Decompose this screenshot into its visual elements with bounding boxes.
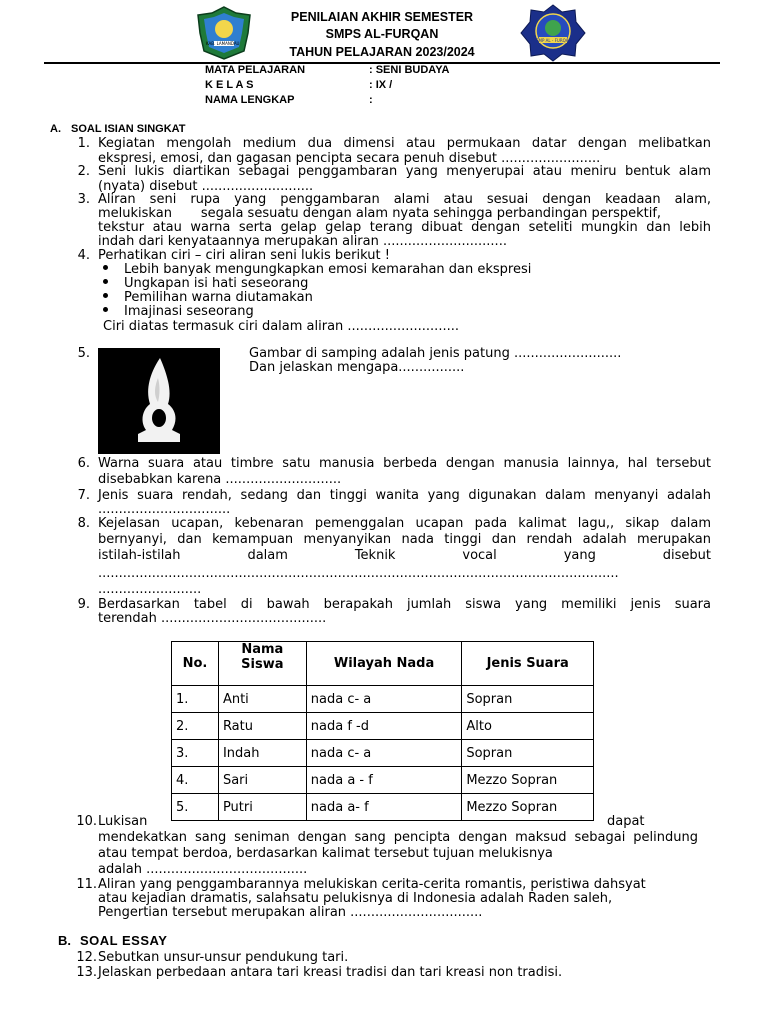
q7-line2: ................................ [98, 502, 231, 517]
q8-line4: .............................................................................................................................. [98, 566, 619, 581]
table-cell: 2. [172, 713, 219, 740]
q3-number: 3. [77, 192, 90, 207]
q8-line5: ......................... [98, 582, 202, 597]
table-header-cell: Jenis Suara [462, 642, 594, 686]
q6-line1: Warna suara atau timbre satu manusia berbeda dengan manusia lainnya, hal tersebut [98, 456, 711, 471]
q4-line2: Ciri diatas termasuk ciri dalam aliran ........................... [103, 319, 459, 334]
q7-number: 7. [77, 488, 90, 503]
q11-number: 11. [76, 877, 97, 892]
table-cell: nada a - f [306, 767, 462, 794]
q1-line1: Kegiatan mengolah medium dua dimensi atau permukaan datar dengan melibatkan [98, 136, 711, 151]
q9-line1: Berdasarkan tabel di bawah berapakah jumlah siswa yang memiliki jenis suara [98, 597, 711, 612]
table-row [172, 713, 594, 740]
q4-bullet-3-text: Pemilihan warna diutamakan [124, 290, 313, 305]
q7-line1: Jenis suara rendah, sedang dan tinggi wanita yang digunakan dalam menyanyi adalah [98, 488, 711, 503]
q12-number: 12. [76, 950, 97, 965]
regency-logo-text: KAB. LAMANDAU [206, 41, 240, 46]
q8-line3: istilah-istilah dalam Teknik vocal yang disebut [98, 548, 711, 563]
name-value: : [369, 94, 373, 106]
table-header-cell: No. [172, 642, 219, 686]
table-cell: nada f -d [306, 713, 462, 740]
q3-line3: tekstur atau warna serta gelap gelap terang dibuat dengan seteliti mungkin dan lebih [98, 220, 711, 235]
q13-line1: Jelaskan perbedaan antara tari kreasi tradisi dan tari kreasi non tradisi. [98, 965, 563, 980]
q4-bullet-4 [103, 304, 254, 319]
name-label: NAMA LENGKAP [205, 94, 295, 106]
q10-line2: mendekatkan sang seniman dengan sang pencipta dengan maksud sebagai pelindung [98, 830, 698, 845]
q10-line3: atau tempat berdoa, berdasarkan kalimat tersebut tujuan melukisnya [98, 846, 553, 861]
q12-line1: Sebutkan unsur-unsur pendukung tari. [98, 950, 349, 965]
q11-line2: atau kejadian dramatis, salahsatu pelukisnya di Indonesia adalah Raden saleh, [98, 891, 613, 906]
q11-line3: Pengertian tersebut merupakan aliran ................................ [98, 905, 483, 920]
q3-line2: melukiskan segala sesuatu dengan alam nyata sehingga perbandingan perspektif, [98, 206, 662, 221]
table-cell: 3. [172, 740, 219, 767]
q6-number: 6. [77, 456, 90, 471]
subject-value: : SENI BUDAYA [369, 64, 450, 76]
table-cell: Putri [218, 794, 306, 821]
q4-bullet-3 [103, 290, 313, 305]
school-name: SMPS AL-FURQAN [325, 27, 439, 41]
q11-line1: Aliran yang penggambarannya melukiskan cerita-cerita romantis, peristiwa dahsyat [98, 877, 646, 892]
section-a-title: SOAL ISIAN SINGKAT [71, 123, 186, 135]
table-header-cell: Nama Siswa [218, 642, 306, 686]
bullet-dot-icon [103, 265, 108, 270]
table-cell: nada c- a [306, 686, 462, 713]
q5-number: 5. [77, 346, 90, 361]
q6-line2: disebabkan karena ............................ [98, 472, 342, 487]
q4-bullet-2 [103, 276, 308, 291]
table-cell: 1. [172, 686, 219, 713]
bullet-dot-icon [103, 307, 108, 312]
q10-line4: adalah ....................................... [98, 862, 308, 877]
table-cell: Sari [218, 767, 306, 794]
table-cell: Indah [218, 740, 306, 767]
abstract-sculpture-image [98, 348, 220, 454]
q4-number: 4. [77, 248, 90, 263]
q13-number: 13. [76, 965, 97, 980]
table-cell: Anti [218, 686, 306, 713]
academic-year: TAHUN PELAJARAN 2023/2024 [289, 45, 475, 59]
q4-bullet-1 [103, 262, 531, 277]
table-cell: Sopran [462, 740, 594, 767]
q8-line1: Kejelasan ucapan, kebenaran pemenggalan ucapan pada kalimat lagu,, sikap dalam [98, 516, 711, 531]
q2-line1: Seni lukis diartikan sebagai penggambaran yang menyerupai atau meniru bentuk alam [98, 164, 711, 179]
table-cell: Ratu [218, 713, 306, 740]
q2-number: 2. [77, 164, 90, 179]
table-cell: 5. [172, 794, 219, 821]
bullet-dot-icon [103, 293, 108, 298]
table-header-cell: Wilayah Nada [306, 642, 462, 686]
table-cell: Sopran [462, 686, 594, 713]
q4-bullet-2-text: Ungkapan isi hati seseorang [124, 276, 309, 291]
table-cell: nada c- a [306, 740, 462, 767]
table-row [172, 794, 594, 821]
q8-line2: bernyanyi, dan kemampuan menyanyikan nada tinggi dan rendah adalah merupakan [98, 532, 711, 547]
section-b-letter: B. [58, 933, 71, 948]
table-row [172, 767, 594, 794]
q3-line4: indah dari kenyataannya merupakan aliran .............................. [98, 234, 507, 249]
q5-line1: Gambar di samping adalah jenis patung .......................... [249, 346, 622, 361]
student-voice-table [171, 641, 594, 821]
class-value: : IX / [369, 79, 393, 91]
q8-number: 8. [77, 516, 90, 531]
table-row [172, 740, 594, 767]
table-header-row [172, 642, 594, 686]
q4-bullet-1-text: Lebih banyak mengungkapkan emosi kemarahan dan ekspresi [124, 262, 532, 277]
q10-number: 10. [76, 814, 97, 829]
school-logo-text: SMP AL - FURQAN [536, 38, 572, 43]
q9-line2: terendah ........................................ [98, 611, 327, 626]
table-cell: Mezzo Sopran [462, 767, 594, 794]
q10-line1a: Lukisan [98, 814, 148, 829]
q10-line1b: dapat [607, 814, 645, 829]
q9-number: 9. [77, 597, 90, 612]
section-b-title: SOAL ESSAY [80, 933, 168, 948]
table-cell: 4. [172, 767, 219, 794]
q5-line2: Dan jelaskan mengapa................ [249, 360, 465, 375]
exam-title: PENILAIAN AKHIR SEMESTER [290, 10, 474, 24]
q2-line2: (nyata) disebut ........................... [98, 179, 314, 194]
table-cell: Alto [462, 713, 594, 740]
table-row [172, 686, 594, 713]
q3-line1: Aliran seni rupa yang penggambaran alami atau sesuai dengan keadaan alam, [98, 192, 711, 207]
section-a-letter: A. [50, 123, 61, 135]
q4-line1: Perhatikan ciri – ciri aliran seni lukis berikut ! [98, 248, 390, 263]
table-cell: nada a- f [306, 794, 462, 821]
table-cell: Mezzo Sopran [462, 794, 594, 821]
bullet-dot-icon [103, 279, 108, 284]
q1-line2: ekspresi, emosi, dan gagasan pencipta secara penuh disebut ........................ [98, 151, 601, 166]
q4-bullet-4-text: Imajinasi seseorang [124, 304, 254, 319]
class-label: K E L A S [205, 79, 254, 91]
subject-label: MATA PELAJARAN [205, 64, 306, 76]
q1-number: 1. [77, 136, 90, 151]
